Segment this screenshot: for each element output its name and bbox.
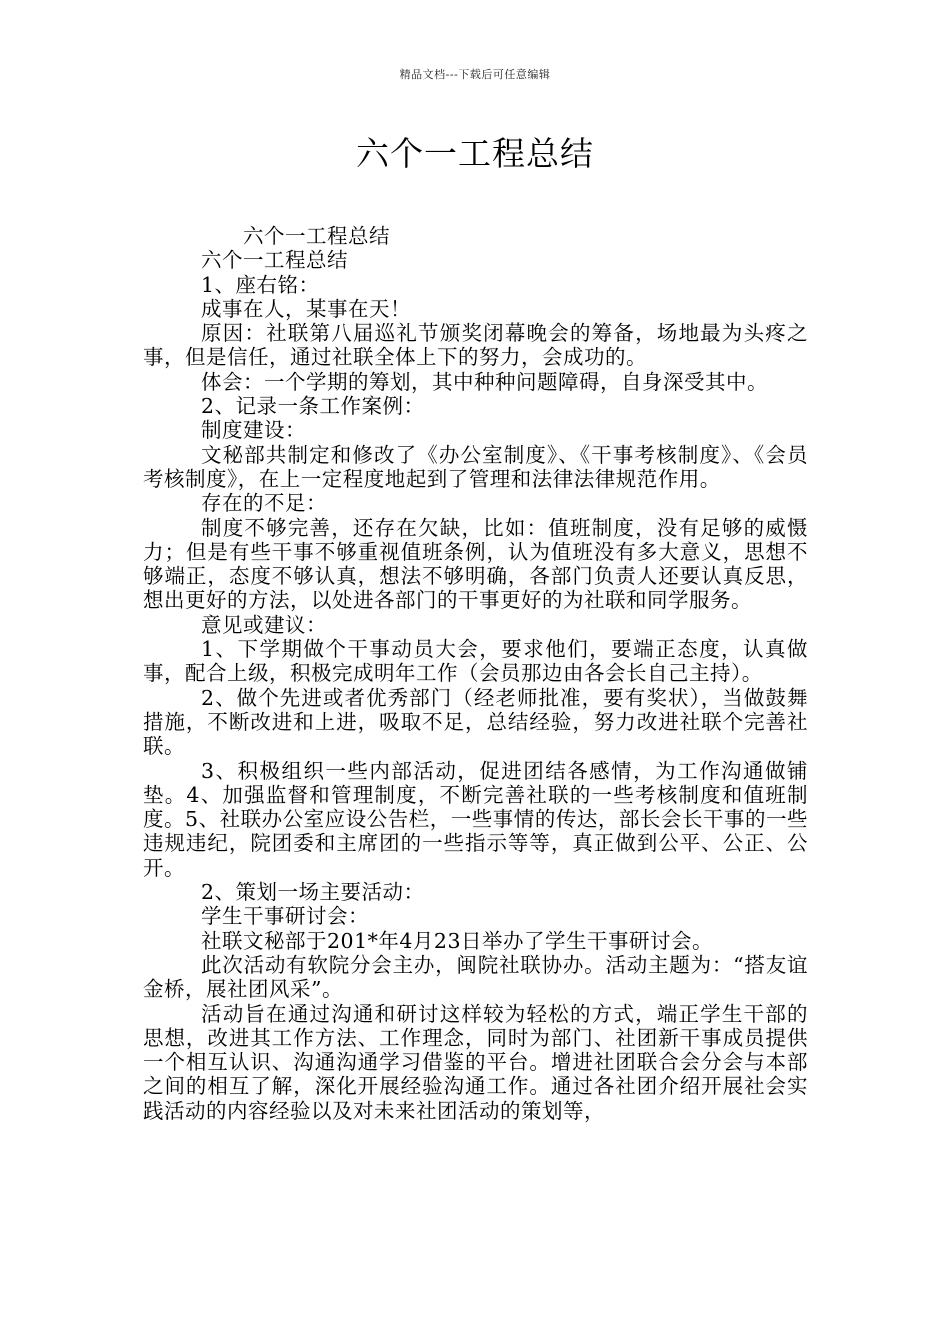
paragraph: 活动旨在通过沟通和研讨这样较为轻松的方式，端正学生干部的思想，改进其工作方法、工作理念，同时为部门、社团新干事成员提供一个相互认识、沟通沟通学习借鉴的平台。增进社团联合会分会与本部之间的相互了解，深化开展经验沟通工作。通过各社团介绍开展社会实践活动的内容经验以及对未来社团活动的策划等， <box>143 1001 808 1123</box>
page-header: 精品文档---下载后可任意编辑 <box>399 68 551 81</box>
paragraph: 意见或建议： <box>201 612 327 637</box>
paragraph: 3、积极组织一些内部活动，促进团结各感情，为工作沟通做铺垫。4、加强监督和管理制度，不断完善社联的一些考核制度和值班制度。5、社联办公室应设公告栏，一些事情的传达，部长会长干事的一些违规违纪，院团委和主席团的一些指示等等，真正做到公平、公正、公开。 <box>143 758 808 880</box>
paragraph: 社联文秘部于201*年4月23日举办了学生干事研讨会。 <box>201 928 714 953</box>
paragraph: 2、做个先进或者优秀部门（经老师批准，要有奖状），当做鼓舞措施，不断改进和上进，吸取不足，总结经验，努力改进社联个完善社联。 <box>143 685 808 759</box>
paragraph: 体会：一个学期的筹划，其中种种问题障碍，自身深受其中。 <box>201 369 768 394</box>
paragraph: 成事在人，某事在天！ <box>201 296 411 321</box>
paragraph: 此次活动有软院分会主办，闽院社联协办。活动主题为：“搭友谊金桥，展社团风采”。 <box>143 952 808 1002</box>
paragraph: 制度建设： <box>201 418 306 443</box>
paragraph: 1、座右铭： <box>201 272 320 297</box>
paragraph: 学生干事研讨会： <box>201 904 369 929</box>
paragraph: 2、记录一条工作案例： <box>201 394 425 419</box>
paragraph: 2、策划一场主要活动： <box>201 880 425 905</box>
paragraph: 制度不够完善，还存在欠缺，比如：值班制度，没有足够的威慑力；但是有些干事不够重视值班条例，认为值班没有多大意义，思想不够端正，态度不够认真，想法不够明确，各部门负责人还要认真反思，想出更好的方法，以处进各部门的干事更好的为社联和同学服务。 <box>143 515 808 613</box>
document-body <box>143 224 808 1123</box>
paragraph: 六个一工程总结 <box>243 224 390 248</box>
document-title: 六个一工程总结 <box>356 134 594 173</box>
paragraph: 六个一工程总结 <box>201 248 348 273</box>
paragraph: 存在的不足： <box>201 491 327 516</box>
paragraph: 原因：社联第八届巡礼节颁奖闭幕晚会的筹备，场地最为头疼之事，但是信任，通过社联全体上下的努力，会成功的。 <box>143 321 808 370</box>
paragraph: 文秘部共制定和修改了《办公室制度》、《干事考核制度》、《会员考核制度》，在上一定程度地起到了管理和法律法律规范作用。 <box>143 442 808 491</box>
paragraph: 1、下学期做个干事动员大会，要求他们，要端正态度，认真做事，配合上级，积极完成明年工作（会员那边由各会长自己主持）。 <box>143 637 808 686</box>
